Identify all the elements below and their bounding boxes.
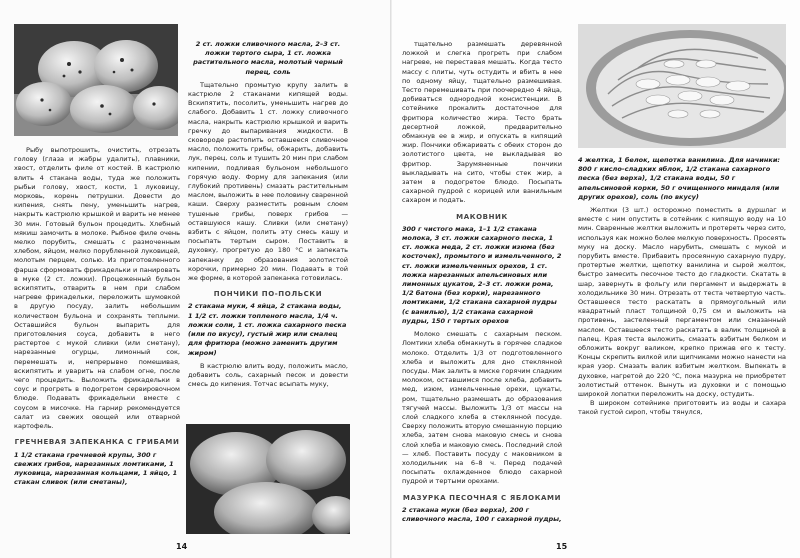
fish-recipe-body: Рыбу выпотрошить, очистить, отрезать голову (глаза и жабры удалить), плавники, хвост, отделить филе от костей. В кастрюлю влить 4 стакана воды, туда же положить рыбьи голову, хвост, кости, 1 луковицу, морковь, корень петрушки. Довести до кипения, снять пену, уменьшить нагрев, накрыть кастрюлю крышкой и варить не менее 30 мин. Готовый бульон процедить. Хлебный мякиш замочить в молоке. Рыбное филе очень мелко порубить, смешать с размоченным хлебом, яйцом, мелко порубленной луковицей, молотым перцем, солью. Из приготовленного фарша сформовать фрикадельки и панировать в муке (2 ст. ложки). Процеженный бульон вскипятить, отварить в нем при слабом нагреве фрикадельки, переложить шумовкой в другую посуду, залить небольшим количеством бульона и сохранять теплыми. Оставшийся бульон выпарить для приготовления соуса, добавить в него растертое с мукой сливки (или сметану), нарезанные огурцы, лимонный сок, перемешать и, непрерывно помешивая, вскипятить и уварить на слабом огне, после чего процедить. Выложить фрикадельки в соус и прогреть в подогретом сервировочном блюде. Подавать фрикадельки вместе с соусом в мисочке. На гарнир рекомендуется салат из свежих овощей или отварной картофель. xyxy=(14,146,180,431)
recipe-heading-mazurka: МАЗУРКА ПЕСОЧНАЯ С ЯБЛОКАМИ xyxy=(402,493,562,502)
column-4 xyxy=(578,156,786,418)
fish-dumplings-photo xyxy=(14,24,178,136)
buckwheat-ingredients-cont: 2 ст. ложки сливочного масла, 2–3 ст. ложки тертого сыра, 1 ст. ложка растительного масла, молотый черный перец, соль xyxy=(193,40,343,76)
apple-tart-photo xyxy=(578,24,786,148)
column-3 xyxy=(402,40,562,524)
recipe-heading-buckwheat: ГРЕЧНЕВАЯ ЗАПЕКАНКА С ГРИБАМИ xyxy=(14,438,180,447)
left-page xyxy=(0,0,392,558)
mazurka-ingredients: 2 стакана муки (без верха), 200 г сливочного масла, 100 г сахарной пудры, xyxy=(402,505,562,523)
poppyseed-ingredients: 300 г чистого мака, 1–1 1/2 стакана молока, 3 ст. ложки сахарного песка, 1 ст. ложка меда, 2 ст. ложки изюма (без косточек), промытого и измельченного, 2 ст. ложки измельченных орехов, 1 ст. ложка нарезанных апельсиновых или лимонных цукатов, 2–3 ст. ложки рома, 1/2 батона (без корки), нарезанного ломтиками, 1/2 стакана сахарной пудры (с ванилью), 1/2 стакана сахарной пудры, 150 г тертых орехов xyxy=(402,224,562,325)
recipe-heading-donuts: ПОНЧИКИ ПО-ПОЛЬСКИ xyxy=(213,290,323,299)
mazurka-filling-method: В широком сотейнике приготовить из воды и сахара такой густой сироп, чтобы тянулся, xyxy=(578,399,786,417)
poppyseed-method: Молоко смешать с сахарным песком. Ломтики хлеба обмакнуть в горячее сладкое молоко. Отделить 1/3 от подготовленного хлеба и выложить для дно стеклянной посуды. Мак залить в миске горячим сладким молоком, оставшимся после хлеба, добавить мед, изюм, измельченные орехи, цукаты, ром, тщательно размешать до образования тягучей массы. Выложить 1/3 от массы на слой сладкого хлеба в стеклянной посуде. Сверху положить вторую смешанную порцию хлеба, затем снова маковую смесь и снова слой хлеба и маковую смесь. Последний слой — хлеб. Поставить посуду с маковником в холодильник на 6–8 ч. Перед подачей посыпать охлажденное блюдо сахарной пудрой и тертыми орехами. xyxy=(402,330,562,486)
column-1 xyxy=(14,146,180,487)
recipe-heading-poppyseed: МАКОВНИК xyxy=(456,212,508,221)
page-number-left: 14 xyxy=(176,542,188,551)
right-page xyxy=(392,0,800,558)
buckwheat-ingredients: 1 1/2 стакана гречневой крупы, 300 г свежих грибов, нарезанных ломтиками, 1 луковица, нарезанная кольцами, 1 яйцо, 1 стакан сливок (или сметаны), xyxy=(14,450,178,487)
donuts-method-start: В кастрюлю влить воду, положить масло, добавить соль, сахарный песок и довести смесь до кипения. Тотчас всыпать муку, xyxy=(188,361,348,389)
donuts-ingredients: 2 стакана муки, 4 яйца, 2 стакана воды, 1 1/2 ст. ложки топленого масла, 1/4 ч. ложки соли, 1 ст. ложка сахарного песка (или по вкусу), густый жир или смалец для фритюра (можно заменить другим жиром) xyxy=(188,302,347,357)
donuts-photo xyxy=(186,424,350,534)
mazurka-method: Желтки (3 шт.) осторожно поместить в дуршлаг и вместе с ним опустить в сотейник с кипящую воду на 10 мин. Сваренные желтки выложить и протереть через сито, используя как можно более мелкую поверхность. Просеять муку на доску. Масло нарубить, смешать с мукой и порубить вместе. Прибавить просеянную сахарную пудру, протертые желтки, щепотку ванилина и сырой желток, быстро замесить песочное тесто до гладкости. Скатать в шар, завернуть в фольгу или пергамент и выдержать в холодильнике 30 мин. Отрезать от теста четвертую часть. Оставшееся тесто раскатать в прямоугольный или квадратный пласт толщиной 0,75 см и выложить на противень, застеленный пергаментом или смазанный маслом. Оставшееся тесто раскатать в валик толщиной в палец. Края теста выложить, смазать взбитым белком и обложить вокруг валиком, крепко прижав его к тесту. Концы скрепить вилкой или щипчиками можно нанести на края узор. Смазать валик взбитым желтком. Выпекать в духовке, нагретой до 220 °C, пока мазурка не приобретет золотистый оттенок. Вынуть из духовки и с помощью широкой лопатки переложить на доску, остудить. xyxy=(578,206,786,399)
column-2 xyxy=(188,40,348,389)
donuts-method-cont: тщательно размешать деревянной ложкой и слегка прогреть при слабом нагреве, не переставая мешать. Когда тесто массу с плиты, чуть остудить и вбить в нее по одному яйцу, тщательно размешивая. Тесто перемешивать при поочередно 4 яйца, добиваться однородной консистенции. В сотейнике прокалить достаточное для фритюра количество жира. Тесто брать десертной ложкой, предварительно обмакнув ее в жир, и опускать в кипящий жир. Пончики обжаривать с обеих сторон до золотистого цвета, не выкладывая во фритюр. Зарумяненные пончики выкладывать на сито, чтобы стек жир, а затем в подогретое блюдо. Посыпать сахарной пудрой с корицей или ванильным сахаром и подать. xyxy=(402,40,562,205)
mazurka-ingredients-cont: 4 желтка, 1 белок, щепотка ванилина. Для начинки: 800 г кисло-сладких яблок, 1/2 стакана сахарного песка (без верха), 1/2 стакана воды, 50 г апельсиновой корки, 50 г очищенного миндаля (или других орехов), соль (по вкусу) xyxy=(578,156,781,201)
buckwheat-method: Тщательно промытую крупу залить в кастрюле 2 стаканами кипящей воды. Вскипятить, посолить, уменьшить нагрев до слабого. Добавить 1 ст. ложку сливочного масла, накрыть кастрюлю крышкой и варить гречку до выпаривания жидкости. В сковороде растопить оставшееся сливочное масло, положить грибы, обжарить, добавить лук, перец, соль и тушить 20 мин при слабом кипении, подливая бульоном небольшого горячую воду. Форму для запекания (или глубокий противень) смазать растительным маслом, выложить в нее половину сваренной каши. Сверху разместить ровным слоем тушеные грибы, поверх грибов — оставшуюся кашу. Сливки (или сметану) взбить с яйцом, полить эту смесь кашу и посыпать тертым сыром. Поставить в духовку, прогретую до 180 °C и запекать запеканку до образования золотистой корочки, примерно 20 мин. Подавать в той же форме, в которой запеканка готовилась. xyxy=(188,80,348,283)
page-number-right: 15 xyxy=(556,542,568,551)
